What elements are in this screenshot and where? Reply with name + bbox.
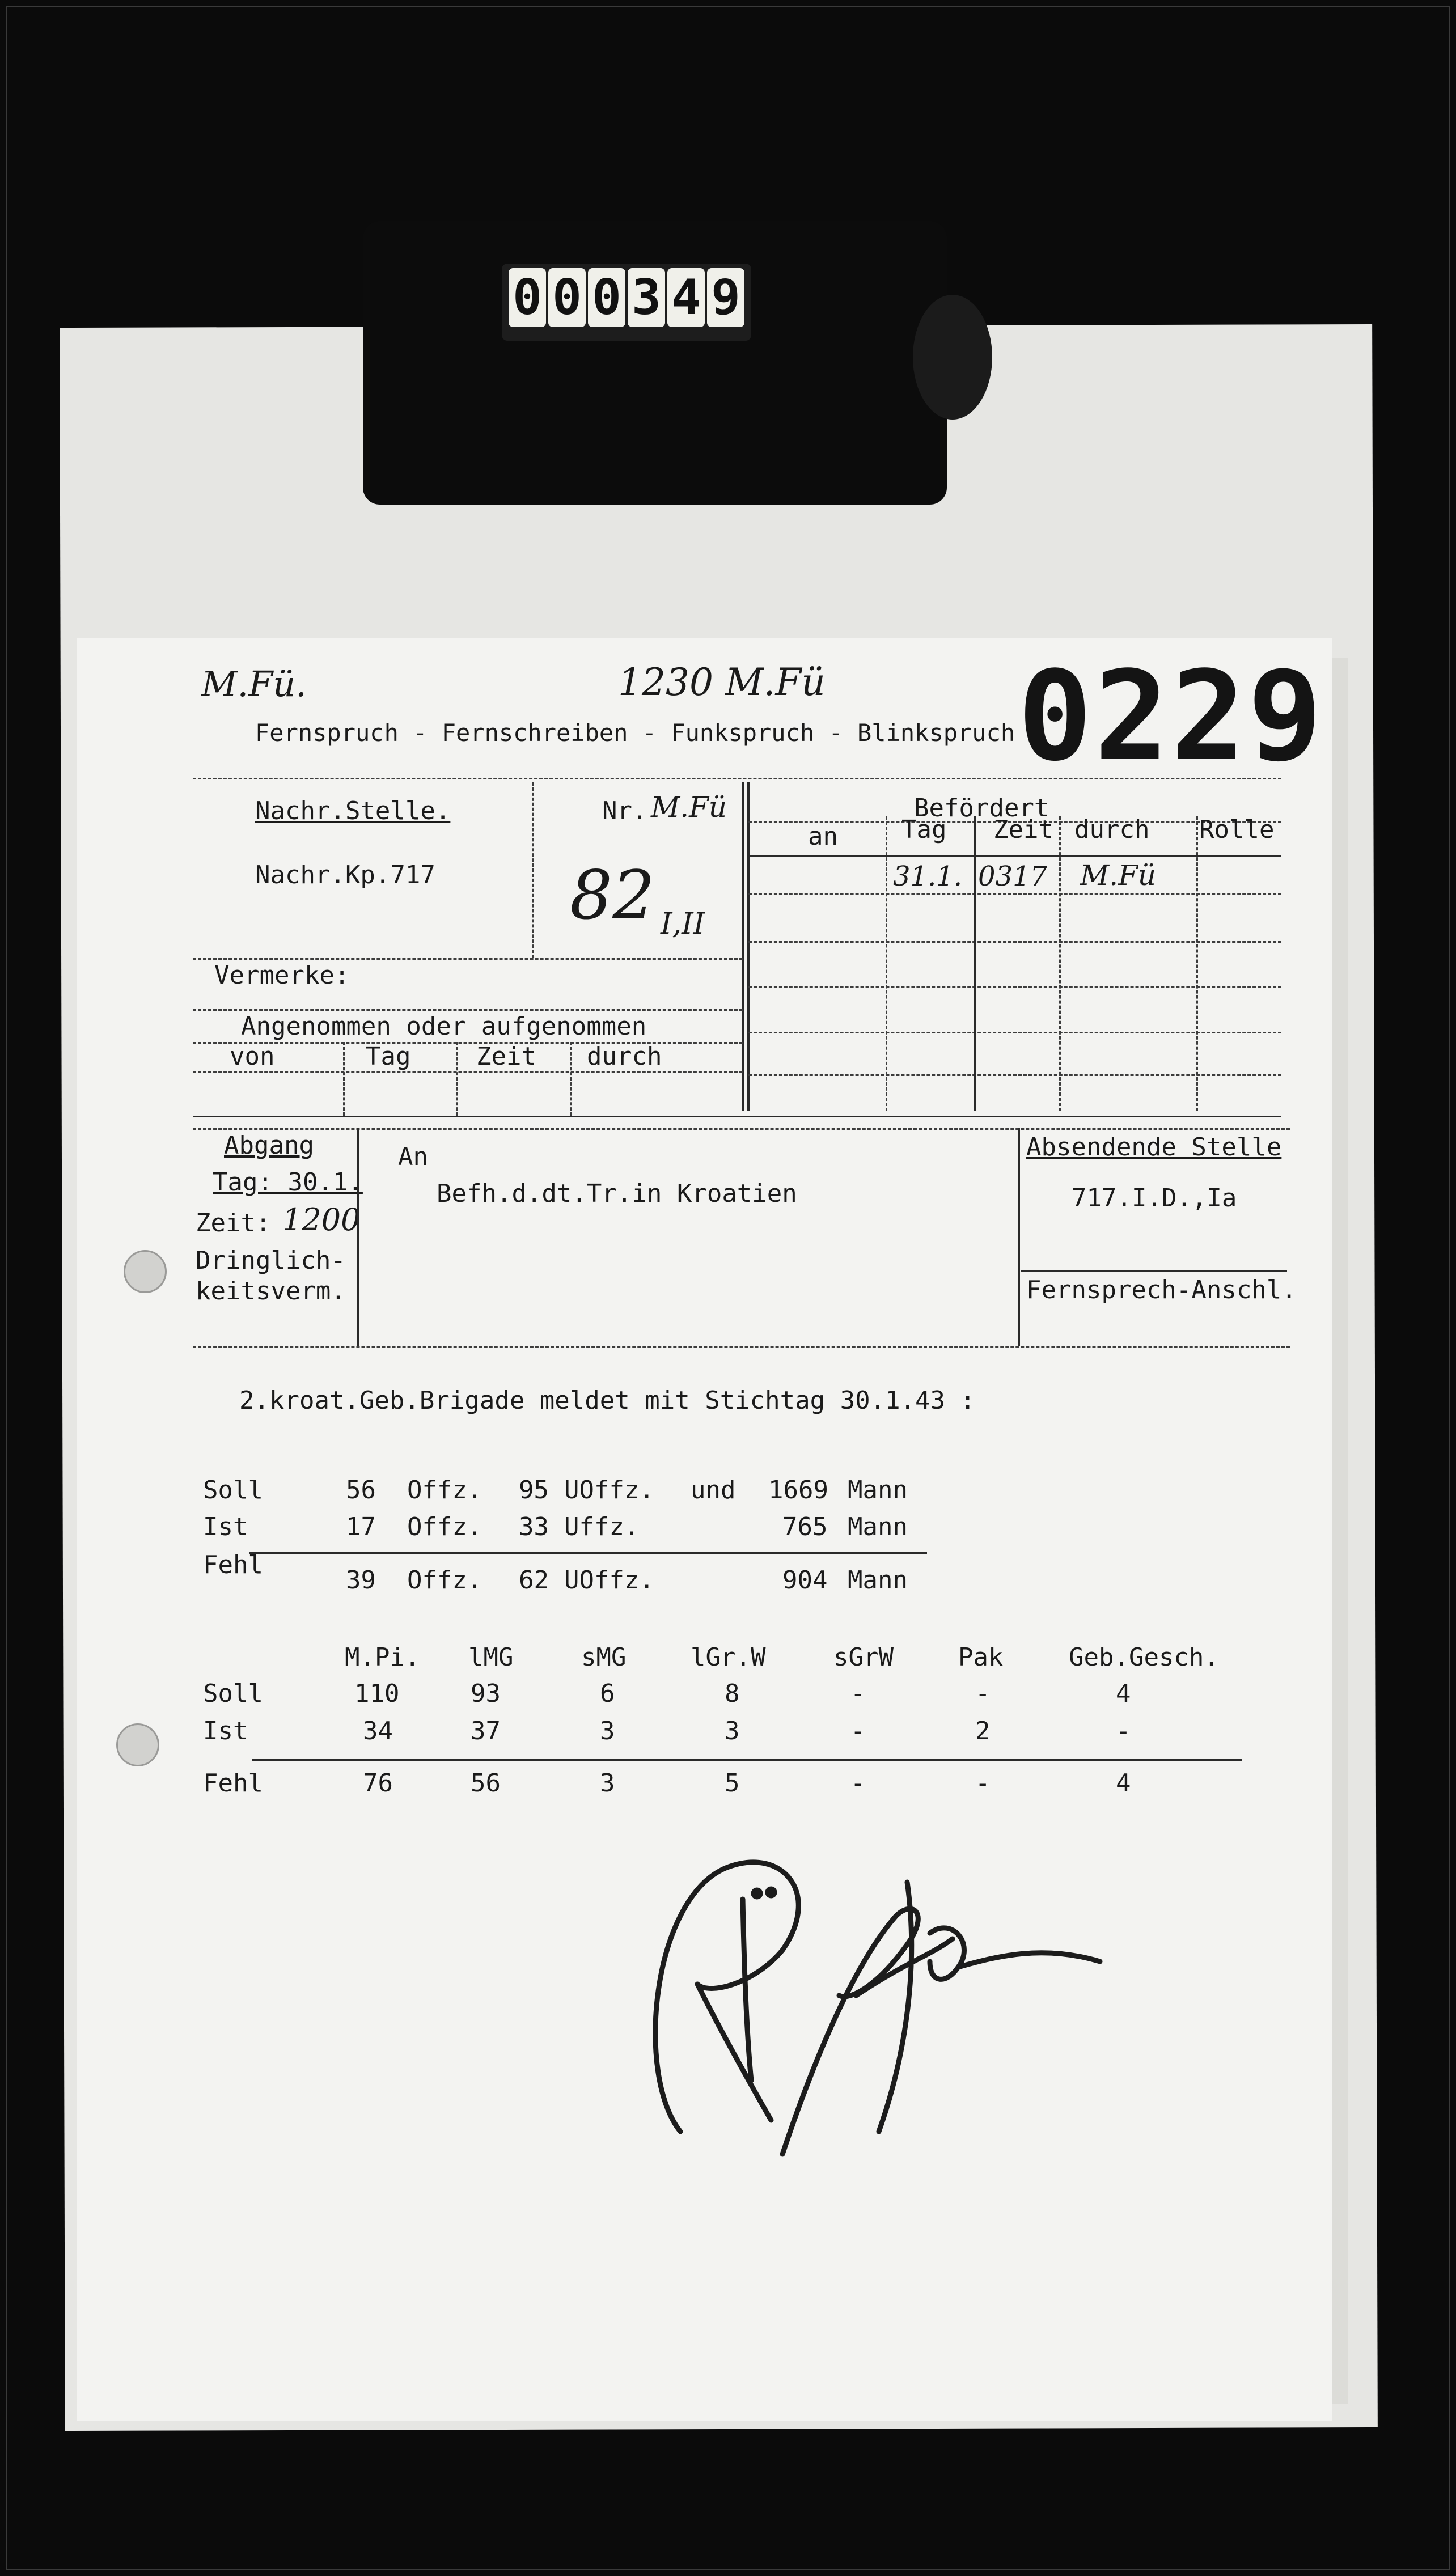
weapons-cell: - xyxy=(850,1717,866,1745)
weapons-cell: 3 xyxy=(600,1769,615,1798)
personnel-mann-unit: Mann xyxy=(848,1512,908,1541)
personnel-uoffz-unit: Uffz. xyxy=(564,1512,640,1541)
personnel-mann-unit: Mann xyxy=(848,1476,908,1505)
personnel-mann-count: 1669 xyxy=(768,1476,828,1505)
personnel-offz-unit: Offz. xyxy=(407,1566,482,1595)
weapons-cell: 93 xyxy=(471,1679,501,1708)
divider xyxy=(193,1346,1290,1348)
befoerdert-col-durch: durch xyxy=(1074,815,1150,844)
weapons-cell: 4 xyxy=(1116,1679,1131,1708)
personnel-offz-unit: Offz. xyxy=(407,1476,482,1505)
angenommen-col-durch: durch xyxy=(587,1042,662,1071)
personnel-offz-count: 56 xyxy=(346,1476,376,1505)
divider xyxy=(748,855,1281,857)
personnel-uoffz-count: 33 xyxy=(519,1512,549,1541)
counter-digit: 3 xyxy=(628,268,665,327)
weapons-cell: 8 xyxy=(725,1679,740,1708)
weapons-cell: 6 xyxy=(600,1679,615,1708)
recipient-label: An xyxy=(398,1142,428,1171)
sender-value: 717.I.D.,Ia xyxy=(1072,1184,1237,1213)
divider xyxy=(193,778,1281,779)
divider xyxy=(193,958,743,960)
sheet-edge xyxy=(1332,658,1348,2404)
abgang-zeit-label: Zeit: xyxy=(196,1209,271,1238)
divider xyxy=(456,1042,458,1116)
angenommen-col-von: von xyxy=(230,1042,275,1071)
befoerdert-col-tag: Tag xyxy=(901,815,947,844)
divider xyxy=(193,1009,743,1011)
weapons-cell: 4 xyxy=(1116,1769,1131,1798)
weapons-col-header: sMG xyxy=(581,1643,627,1672)
weapons-cell: - xyxy=(1116,1717,1131,1745)
divider xyxy=(1196,816,1198,1111)
vermerke-label: Vermerke: xyxy=(214,961,350,990)
weapons-row-label: Soll xyxy=(203,1679,263,1708)
nachr-stelle-label: Nachr.Stelle. xyxy=(255,796,451,825)
abgang-tag: Tag: 30.1. xyxy=(213,1168,363,1197)
divider xyxy=(1059,816,1061,1111)
nachr-stelle-value: Nachr.Kp.717 xyxy=(255,861,435,889)
personnel-uoffz-unit: UOffz. xyxy=(564,1476,654,1505)
weapons-col-header: sGrW xyxy=(833,1643,894,1672)
personnel-row-label: Soll xyxy=(203,1476,263,1505)
weapons-cell: 110 xyxy=(354,1679,400,1708)
weapons-cell: 2 xyxy=(975,1717,991,1745)
personnel-offz-count: 39 xyxy=(346,1566,376,1595)
befoerdert-durch-value: M.Fü xyxy=(1080,859,1156,892)
divider xyxy=(532,782,534,958)
nr-suffix-handwritten: I,II xyxy=(661,907,705,941)
divider xyxy=(974,816,976,1111)
divider xyxy=(748,893,1281,895)
divider xyxy=(748,1032,1281,1033)
sender-label: Absendende Stelle xyxy=(1026,1133,1282,1162)
personnel-und: und xyxy=(691,1476,736,1505)
abgang-zeit-handwritten: 1200 xyxy=(282,1202,361,1238)
weapons-col-header: lGr.W xyxy=(691,1643,766,1672)
divider xyxy=(1021,1270,1287,1272)
counter-digit: 0 xyxy=(588,268,625,327)
befoerdert-col-rolle: Rolle xyxy=(1199,815,1275,844)
personnel-offz-unit: Offz. xyxy=(407,1512,482,1541)
divider xyxy=(357,1128,359,1346)
message-heading: 2.kroat.Geb.Brigade meldet mit Stichtag 30.1.43 : xyxy=(239,1386,976,1415)
weapons-cell: - xyxy=(850,1679,866,1708)
divider xyxy=(742,782,744,1111)
befoerdert-tag-value: 31.1. xyxy=(893,861,963,892)
divider xyxy=(886,816,887,1111)
nr-prefix-handwritten: M.Fü xyxy=(651,791,727,824)
angenommen-col-zeit: Zeit xyxy=(476,1042,536,1071)
signature xyxy=(612,1814,1123,2166)
weapons-cell: - xyxy=(975,1679,991,1708)
dringlichkeit-label-continued: keitsverm. xyxy=(196,1277,346,1306)
weapons-cell: 76 xyxy=(363,1769,393,1798)
weapons-col-header: Geb.Gesch. xyxy=(1069,1643,1219,1672)
personnel-row-label: Fehl xyxy=(203,1550,263,1579)
dringlichkeit-label: Dringlich- xyxy=(196,1246,346,1275)
befoerdert-col-zeit: Zeit xyxy=(993,815,1053,844)
divider xyxy=(343,1042,345,1116)
befoerdert-label: Befördert xyxy=(914,794,1049,823)
weapons-cell: 3 xyxy=(600,1717,615,1745)
weapons-cell: 34 xyxy=(363,1717,393,1745)
weapons-cell: 56 xyxy=(471,1769,501,1798)
archive-counter-knob xyxy=(913,295,992,420)
personnel-mann-count: 904 xyxy=(782,1566,828,1595)
counter-digit: 9 xyxy=(707,268,744,327)
divider xyxy=(193,1116,1281,1117)
weapons-row-label: Ist xyxy=(203,1717,248,1745)
recipient-value: Befh.d.dt.Tr.in Kroatien xyxy=(437,1179,797,1208)
counter-digit: 4 xyxy=(667,268,705,327)
divider xyxy=(748,1074,1281,1076)
weapons-cell: - xyxy=(975,1769,991,1798)
counter-digit: 0 xyxy=(509,268,546,327)
weapons-cell: 5 xyxy=(725,1769,740,1798)
folio-stamp: 0229 xyxy=(1018,645,1324,789)
punch-hole xyxy=(124,1250,167,1293)
divider xyxy=(748,986,1281,988)
weapons-col-header: lMG xyxy=(468,1643,514,1672)
weapons-row-label: Fehl xyxy=(203,1769,263,1798)
personnel-uoffz-count: 95 xyxy=(519,1476,549,1505)
personnel-uoffz-unit: UOffz. xyxy=(564,1566,654,1595)
divider xyxy=(570,1042,572,1116)
personnel-mann-count: 765 xyxy=(782,1512,828,1541)
abgang-label: Abgang xyxy=(224,1131,314,1160)
personnel-row-label: Ist xyxy=(203,1512,248,1541)
sum-line xyxy=(249,1552,927,1554)
phone-connection-label: Fernsprech-Anschl. xyxy=(1026,1276,1297,1304)
angenommen-col-tag: Tag xyxy=(366,1042,411,1071)
personnel-uoffz-count: 62 xyxy=(519,1566,549,1595)
befoerdert-zeit-value: 0317 xyxy=(978,861,1048,892)
weapons-cell: 3 xyxy=(725,1717,740,1745)
personnel-mann-unit: Mann xyxy=(848,1566,908,1595)
divider xyxy=(193,1071,743,1073)
nr-label: Nr. xyxy=(602,796,647,825)
weapons-cell: 37 xyxy=(471,1717,501,1745)
weapons-col-header: M.Pi. xyxy=(345,1643,420,1672)
divider xyxy=(748,941,1281,943)
personnel-offz-count: 17 xyxy=(346,1512,376,1541)
sum-line xyxy=(252,1759,1242,1761)
weapons-col-header: Pak xyxy=(958,1643,1004,1672)
handwritten-note-top-center: 1230 M.Fü xyxy=(618,660,826,704)
counter-digit: 0 xyxy=(548,268,586,327)
befoerdert-col-an: an xyxy=(808,822,838,851)
punch-hole xyxy=(116,1723,159,1766)
divider xyxy=(747,782,750,1111)
nr-value-handwritten: 82 xyxy=(570,856,655,934)
divider xyxy=(1018,1128,1020,1346)
message-type-header: Fernspruch - Fernschreiben - Funkspruch - Blinkspruch xyxy=(255,719,1015,747)
archive-frame-counter xyxy=(502,264,751,341)
handwritten-note-top-left: M.Fü. xyxy=(201,663,307,705)
weapons-cell: - xyxy=(850,1769,866,1798)
angenommen-label: Angenommen oder aufgenommen xyxy=(241,1012,647,1041)
